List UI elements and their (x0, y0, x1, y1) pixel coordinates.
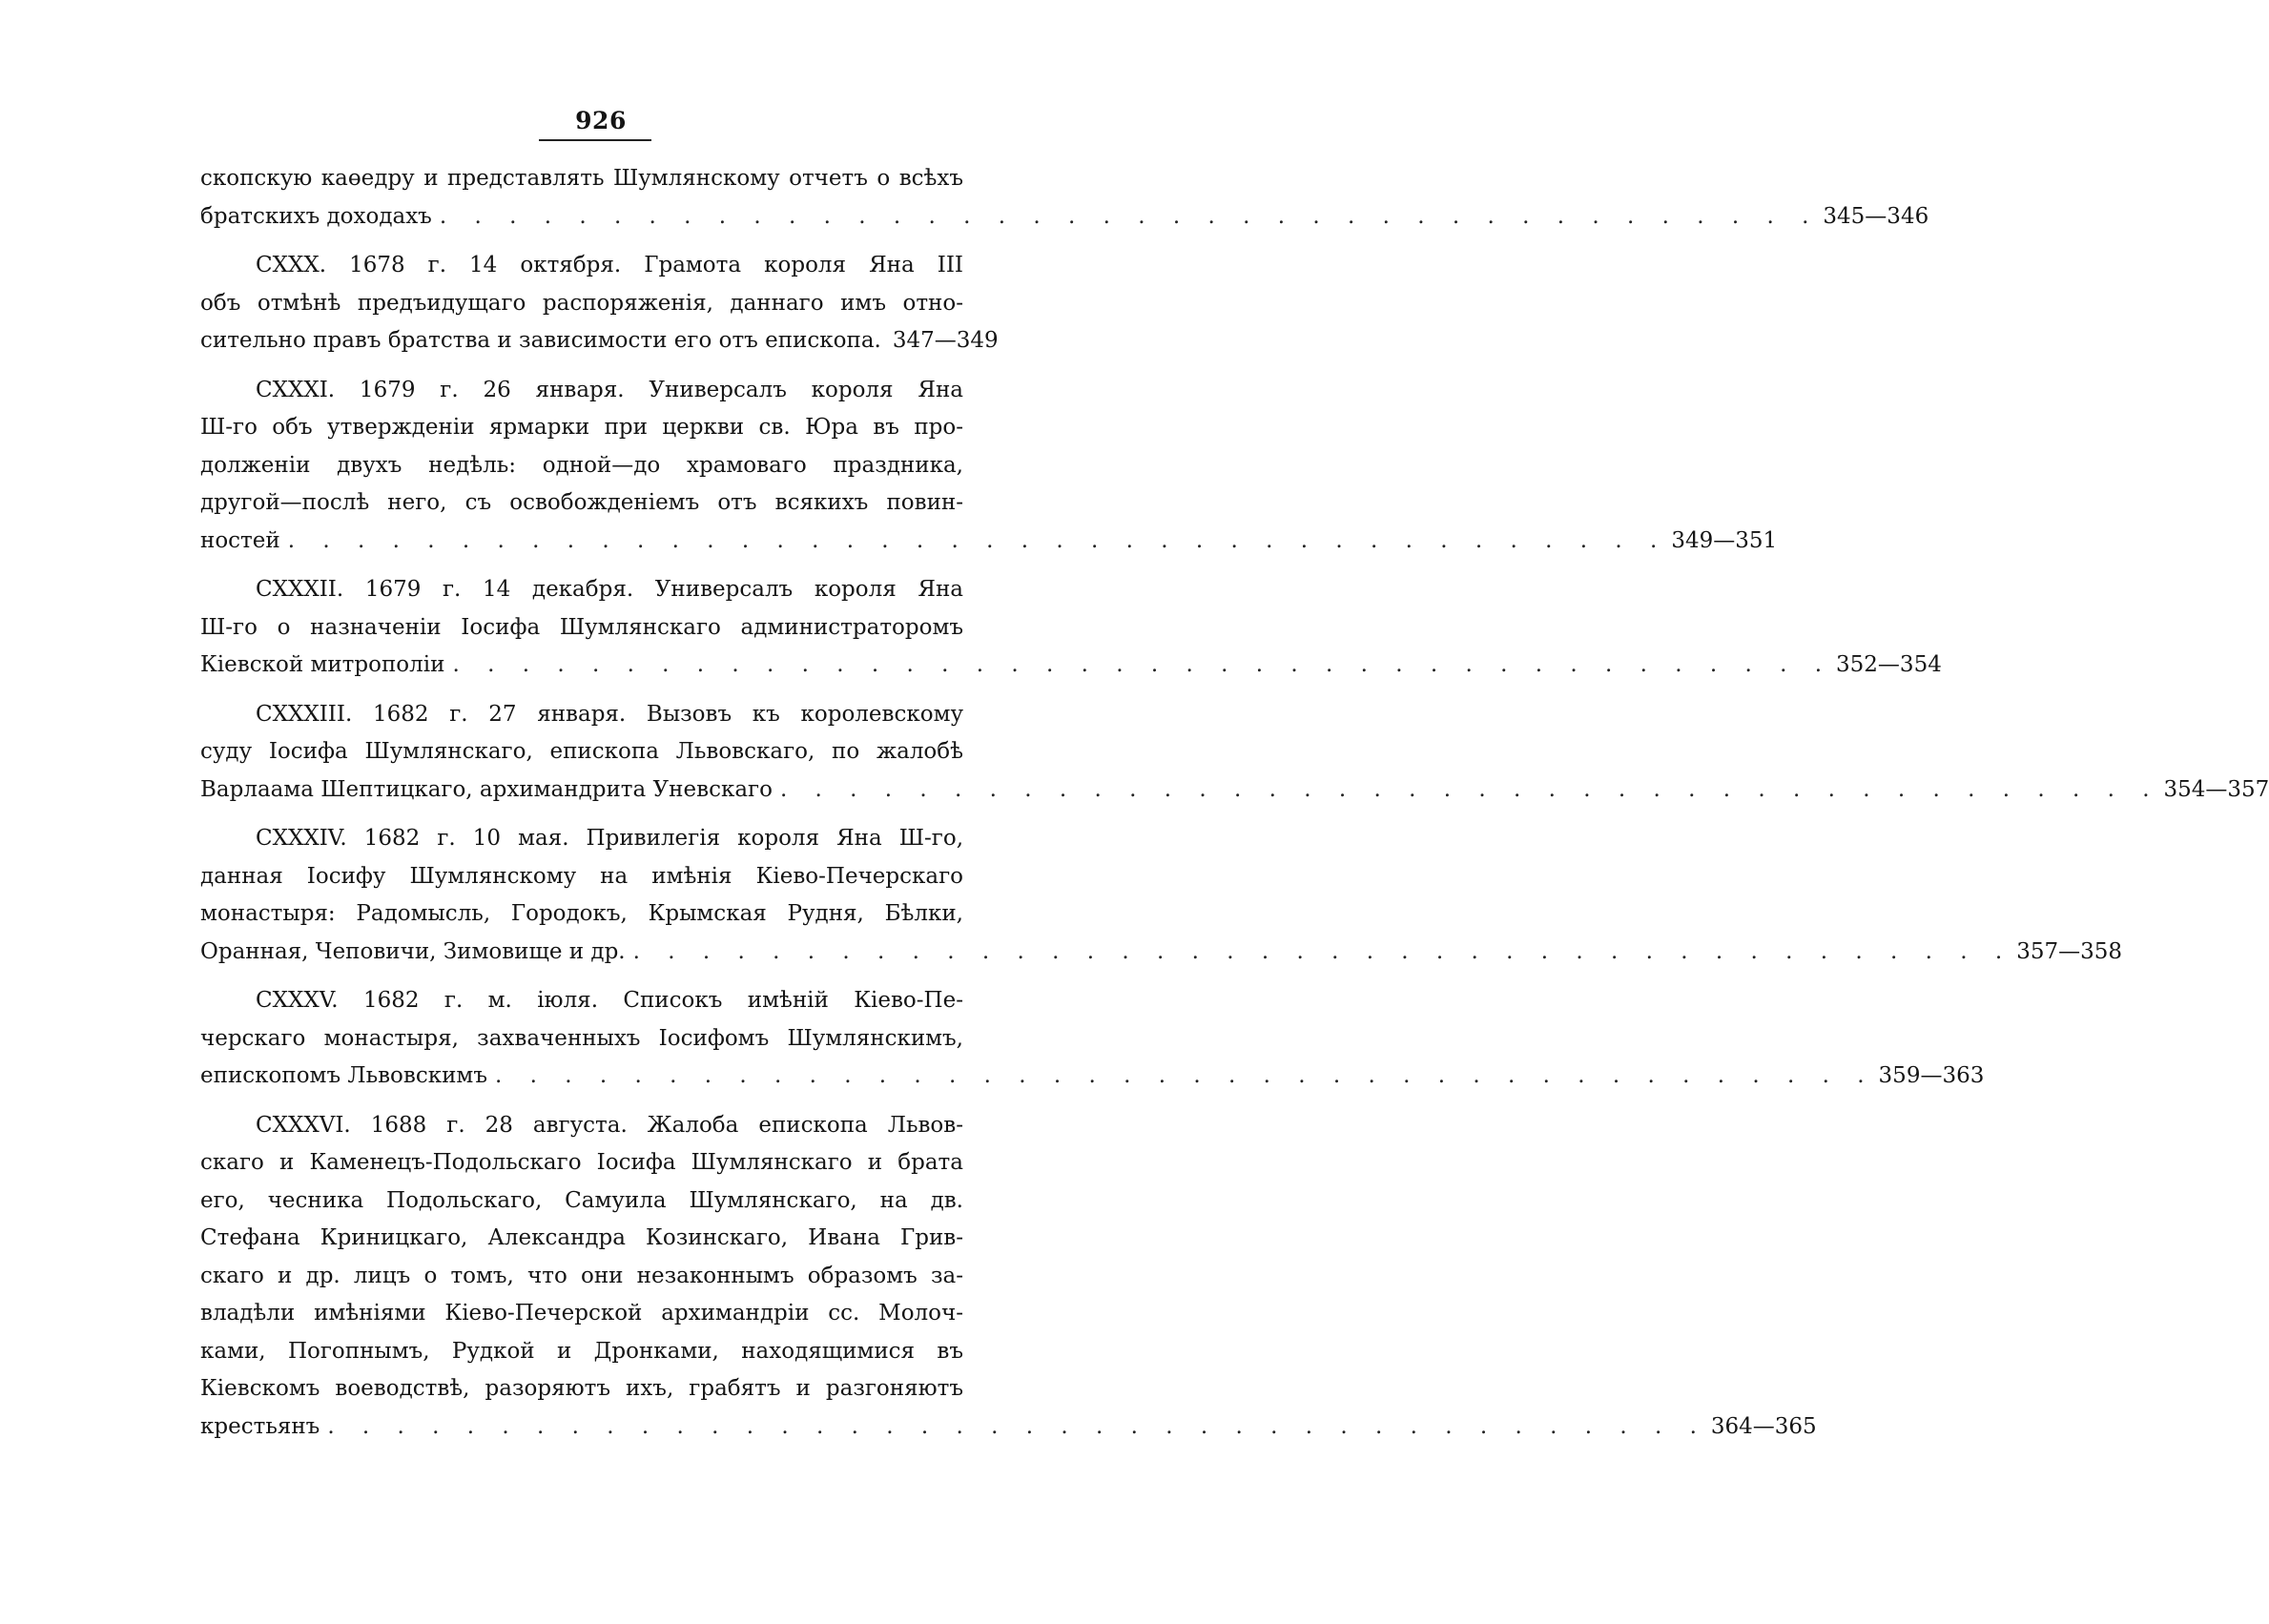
entry-last-line (200, 1058, 1985, 1096)
dot-leader: . . . . . . . . . . . . . . . . . . . . . . . . . . . . . . . . . . . . . . . . (287, 527, 1668, 553)
entry-last-text: епископомъ Львовскимъ (200, 1063, 487, 1088)
toc-entry (200, 820, 2123, 971)
entry-line: СХХХ. 1678 г. 14 октября. Грамота короля Яна III (256, 253, 963, 278)
entry-line: владѣли имѣніями Кіево-Печерской архимандріи сс. Молоч- (200, 1301, 963, 1326)
entry-line: СХХХV. 1682 г. м. іюля. Списокъ имѣній Кіево-Пе- (256, 988, 963, 1013)
entry-line: скаго и Каменецъ-Подольскаго Іосифа Шумлянскаго и брата (200, 1150, 963, 1175)
entry-line: его, чесника Подольскаго, Самуила Шумлянскаго, на дв. (200, 1187, 963, 1213)
toc-entry (200, 247, 999, 360)
toc-entry (200, 571, 1942, 685)
toc-entry (200, 160, 1929, 236)
page-range: 354—357 (2163, 776, 2269, 802)
entry-line: Ш-го о назначеніи Іосифа Шумлянскаго администраторомъ (200, 614, 963, 640)
entry-last-line (200, 1408, 1817, 1447)
page-range: 345—346 (1823, 203, 1929, 229)
entry-line: СХХХІІ. 1679 г. 14 декабря. Универсалъ короля Яна (256, 577, 963, 602)
page-number-rule (539, 139, 651, 141)
toc-entry (200, 372, 1778, 561)
entry-last-text: Оранная, Чеповичи, Зимовище и др. (200, 938, 626, 964)
entry-line: объ отмѣнѣ предъидущаго распоряженія, даннаго имъ отно- (200, 290, 963, 316)
dot-leader: . . . . . . . . . . . . . . . . . . . . . . . . . . . . . . . . . . . . . . . . (439, 203, 1820, 229)
dot-leader: . . . . . . . . . . . . . . . . . . . . . . . . . . . . . . . . . . . . . . . . (327, 1413, 1707, 1439)
entry-line: СХХХІ. 1679 г. 26 января. Универсалъ короля Яна (256, 377, 963, 402)
dot-leader: . . . . . . . . . . . . . . . . . . . . . . . . . . . . . . . . . . . . . . . . (452, 652, 1833, 677)
entry-last-text: Варлаама Шептицкаго, архимандрита Уневскаго (200, 776, 773, 802)
entry-line: Стефана Криницкаго, Александра Козинскаго, Ивана Грив- (200, 1225, 963, 1250)
entry-line: долженіи двухъ недѣль: одной—до храмоваго праздника, (200, 452, 963, 478)
entry-line: данная Іосифу Шумлянскому на имѣнія Кіево-Печерскаго (200, 863, 963, 889)
entry-last-text: сительно правъ братства и зависимости его отъ епископа. (200, 328, 881, 353)
toc-entry (200, 1107, 1817, 1447)
entry-last-text: ностей (200, 527, 280, 553)
table-of-contents (200, 160, 2269, 1457)
entry-line: монастыря: Радомысль, Городокъ, Крымская Рудня, Бѣлки, (200, 901, 963, 926)
entry-last-line (200, 523, 1778, 561)
entry-line: СХХХІV. 1682 г. 10 мая. Привилегія короля Яна Ш-го, (256, 826, 963, 851)
entry-last-text: Кіевской митрополіи (200, 652, 445, 677)
page-range: 352—354 (1836, 652, 1942, 677)
entry-last-line (200, 322, 999, 360)
dot-leader: . . . . . . . . . . . . . . . . . . . . . . . . . . . . . . . . . . . . . . . . (494, 1063, 1875, 1088)
entry-last-line (200, 198, 1929, 236)
dot-leader: . . . . . . . . . . . . . . . . . . . . . . . . . . . . . . . . . . . . . . . . (779, 776, 2160, 802)
entry-line: суду Іосифа Шумлянскаго, епископа Львовскаго, по жалобѣ (200, 739, 963, 764)
page-range: 359—363 (1878, 1063, 1985, 1088)
toc-entry (200, 696, 2269, 810)
entry-last-text: братскихъ доходахъ (200, 203, 432, 229)
entry-line: Кіевскомъ воеводствѣ, разоряютъ ихъ, грабятъ и разгоняютъ (200, 1376, 963, 1401)
entry-last-line (200, 647, 1942, 685)
page-range: 347—349 (892, 328, 999, 353)
toc-entry (200, 982, 1985, 1096)
page-range: 357—358 (2016, 938, 2123, 964)
entry-line: черскаго монастыря, захваченныхъ Іосифомъ Шумлянскимъ, (200, 1025, 963, 1051)
entry-line: СХХХVІ. 1688 г. 28 августа. Жалоба епископа Львов- (256, 1112, 963, 1138)
page-range: 349—351 (1671, 527, 1778, 553)
entry-last-text: крестьянъ (200, 1413, 320, 1439)
entry-line: Ш-го объ утвержденіи ярмарки при церкви св. Юра въ про- (200, 415, 963, 440)
entry-last-line (200, 934, 2123, 972)
dot-leader: . . . . . . . . . . . . . . . . . . . . . . . . . . . . . . . . . . . . . . . . (632, 938, 2013, 964)
entry-line: СХХХІІІ. 1682 г. 27 января. Вызовъ къ королевскому (256, 701, 963, 727)
entry-line: другой—послѣ него, съ освобожденіемъ отъ всякихъ повин- (200, 490, 963, 515)
page-number: 926 (575, 107, 627, 134)
page-range: 364—365 (1710, 1413, 1817, 1439)
entry-last-line (200, 771, 2269, 810)
entry-line: скаго и др. лицъ о томъ, что они незаконнымъ образомъ за- (200, 1263, 963, 1288)
entry-line: скопскую каөедру и представлять Шумлянскому отчетъ о всѣхъ (200, 166, 963, 191)
entry-line: ками, Погопнымъ, Рудкой и Дронками, находящимися въ (200, 1338, 963, 1364)
